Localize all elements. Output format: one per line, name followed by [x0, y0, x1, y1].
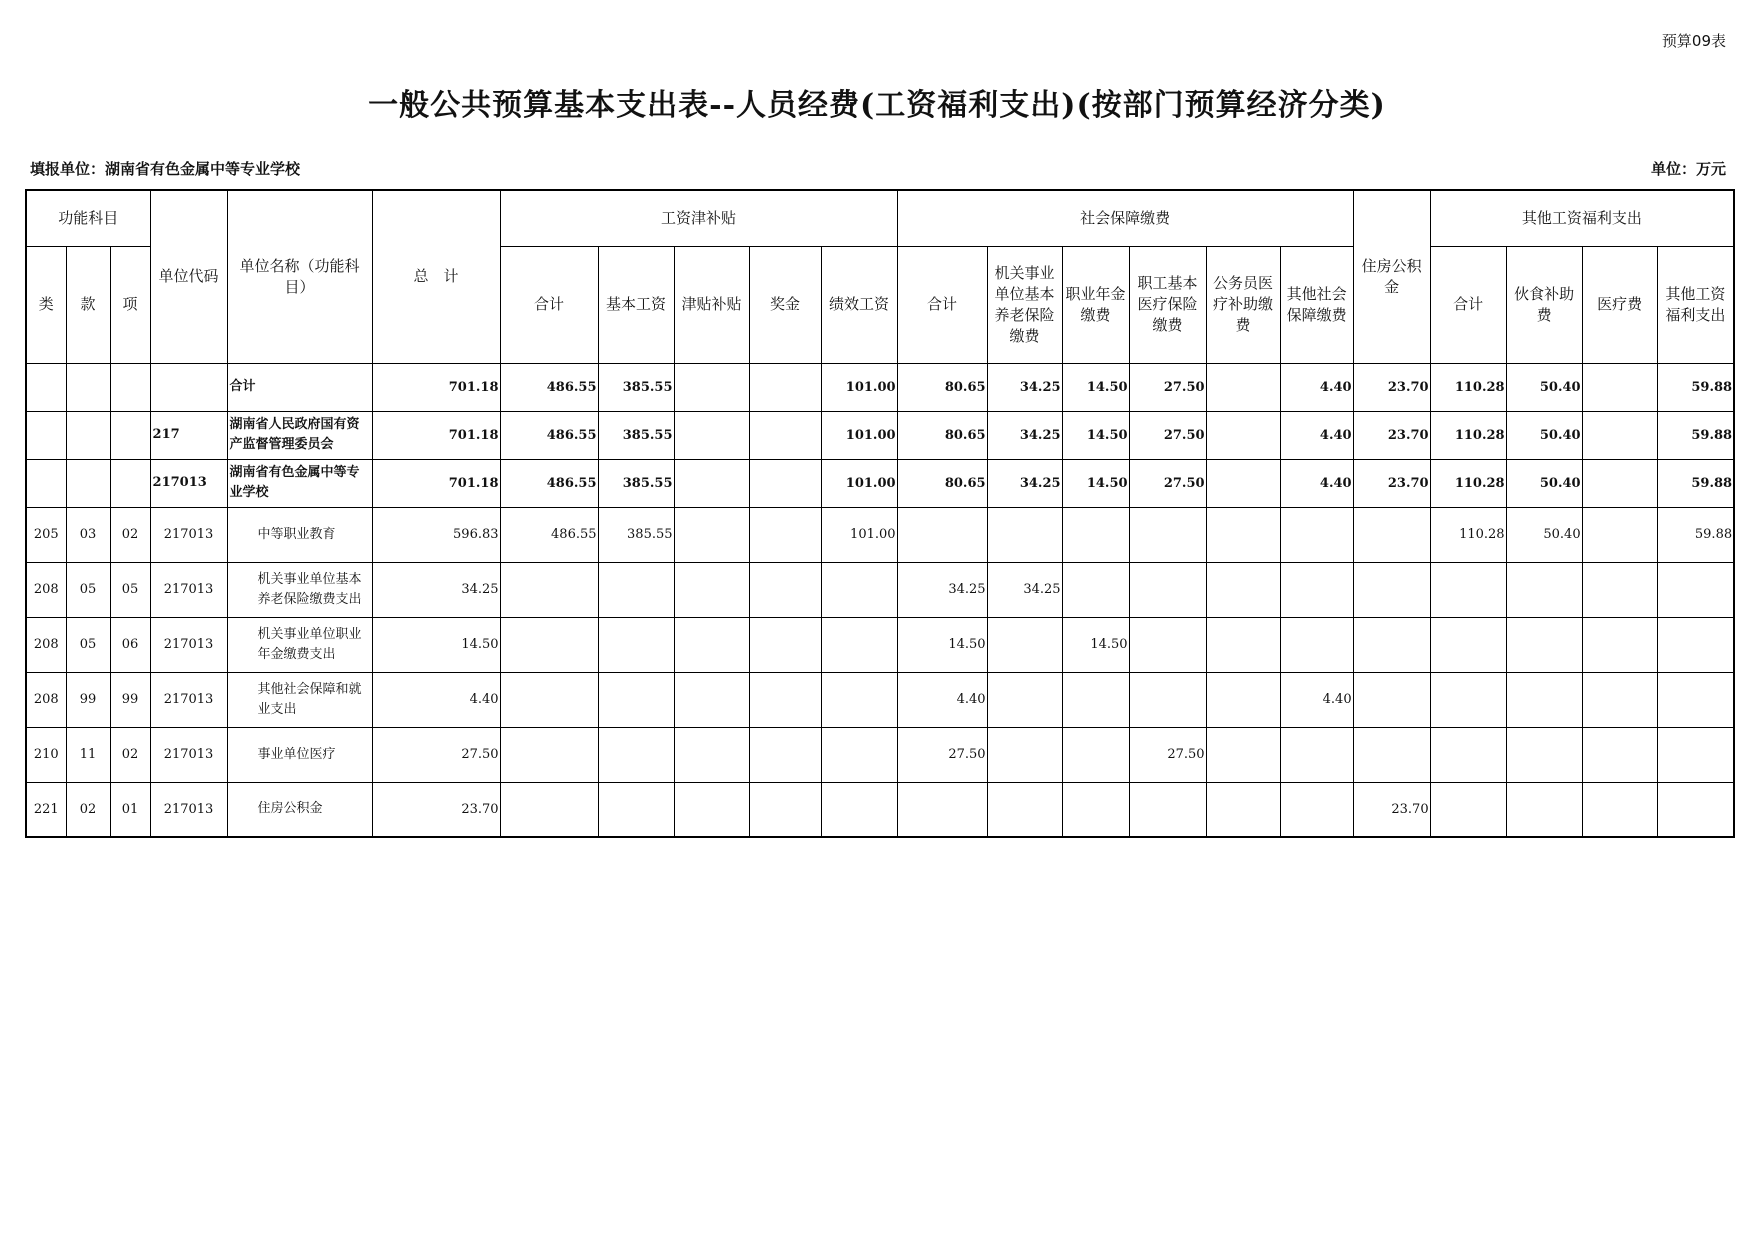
- cell-performance: [821, 562, 897, 617]
- cell-meal: 50.40: [1506, 459, 1582, 507]
- cell-other-total: [1430, 782, 1506, 837]
- cell-medical-fee: [1582, 459, 1657, 507]
- cell-name: 事业单位医疗: [227, 727, 372, 782]
- cell-annuity: 14.50: [1062, 363, 1129, 411]
- cell-allowance: [674, 562, 749, 617]
- cell-lei: 208: [26, 562, 66, 617]
- cell-medical: 27.50: [1129, 363, 1206, 411]
- cell-other-social: 4.40: [1280, 459, 1353, 507]
- header-medical: 职工基本医疗保险缴费: [1129, 246, 1206, 363]
- cell-xiang: 02: [110, 727, 150, 782]
- cell-other-welfare: [1657, 782, 1734, 837]
- cell-social-total: 34.25: [897, 562, 987, 617]
- cell-bonus: [749, 363, 821, 411]
- cell-other-welfare: [1657, 727, 1734, 782]
- cell-performance: 101.00: [821, 363, 897, 411]
- cell-medical-fee: [1582, 617, 1657, 672]
- cell-total: 14.50: [372, 617, 500, 672]
- header-other-welfare: 其他工资福利支出: [1657, 246, 1734, 363]
- cell-code: 217013: [150, 562, 227, 617]
- cell-performance: 101.00: [821, 459, 897, 507]
- header-func-group: 功能科目: [26, 190, 150, 246]
- cell-civil-medical: [1206, 727, 1280, 782]
- header-other-group: 其他工资福利支出: [1430, 190, 1734, 246]
- cell-wage-total: [500, 782, 598, 837]
- cell-bonus: [749, 672, 821, 727]
- summary-row: [26, 411, 1734, 459]
- cell-medical-fee: [1582, 507, 1657, 562]
- cell-code: 217013: [150, 507, 227, 562]
- cell-medical-fee: [1582, 782, 1657, 837]
- cell-code: 217: [150, 411, 227, 459]
- header-unit-name: 单位名称（功能科目）: [227, 190, 372, 363]
- cell-medical: [1129, 562, 1206, 617]
- cell-xiang: 99: [110, 672, 150, 727]
- header-lei: 类: [26, 246, 66, 363]
- cell-other-welfare: [1657, 672, 1734, 727]
- cell-basic-wage: 385.55: [598, 459, 674, 507]
- cell-basic-wage: [598, 727, 674, 782]
- cell-performance: [821, 727, 897, 782]
- cell-allowance: [674, 727, 749, 782]
- header-other-social: 其他社会保障缴费: [1280, 246, 1353, 363]
- cell-basic-wage: [598, 672, 674, 727]
- cell-kuan: 05: [66, 617, 110, 672]
- cell-civil-medical: [1206, 411, 1280, 459]
- cell-xiang: [110, 411, 150, 459]
- header-wage-group: 工资津补贴: [500, 190, 897, 246]
- cell-allowance: [674, 459, 749, 507]
- cell-bonus: [749, 562, 821, 617]
- cell-name: 合计: [227, 363, 372, 411]
- header-pension: 机关事业单位基本养老保险缴费: [987, 246, 1062, 363]
- cell-total: 34.25: [372, 562, 500, 617]
- cell-code: [150, 363, 227, 411]
- cell-code: 217013: [150, 782, 227, 837]
- cell-basic-wage: [598, 617, 674, 672]
- cell-other-social: [1280, 727, 1353, 782]
- cell-annuity: 14.50: [1062, 617, 1129, 672]
- cell-other-welfare: 59.88: [1657, 363, 1734, 411]
- cell-other-social: 4.40: [1280, 672, 1353, 727]
- cell-performance: 101.00: [821, 507, 897, 562]
- cell-social-total: 14.50: [897, 617, 987, 672]
- cell-civil-medical: [1206, 562, 1280, 617]
- cell-bonus: [749, 459, 821, 507]
- cell-bonus: [749, 411, 821, 459]
- cell-housing-fund: [1353, 562, 1430, 617]
- cell-meal: 50.40: [1506, 363, 1582, 411]
- form-number: 预算09表: [1661, 32, 1726, 50]
- cell-code: 217013: [150, 459, 227, 507]
- cell-xiang: 05: [110, 562, 150, 617]
- header-kuan: 款: [66, 246, 110, 363]
- cell-housing-fund: 23.70: [1353, 782, 1430, 837]
- cell-medical-fee: [1582, 672, 1657, 727]
- cell-social-total: 4.40: [897, 672, 987, 727]
- cell-other-welfare: 59.88: [1657, 507, 1734, 562]
- cell-kuan: 02: [66, 782, 110, 837]
- cell-annuity: [1062, 782, 1129, 837]
- cell-wage-total: 486.55: [500, 363, 598, 411]
- cell-other-welfare: 59.88: [1657, 411, 1734, 459]
- header-unit-code: 单位代码: [150, 190, 227, 363]
- cell-social-total: 80.65: [897, 459, 987, 507]
- cell-medical-fee: [1582, 411, 1657, 459]
- cell-other-social: 4.40: [1280, 363, 1353, 411]
- cell-performance: [821, 672, 897, 727]
- cell-pension: [987, 507, 1062, 562]
- cell-housing-fund: [1353, 672, 1430, 727]
- summary-row: [26, 459, 1734, 507]
- cell-bonus: [749, 727, 821, 782]
- cell-wage-total: 486.55: [500, 507, 598, 562]
- cell-annuity: 14.50: [1062, 459, 1129, 507]
- cell-xiang: [110, 363, 150, 411]
- cell-xiang: 06: [110, 617, 150, 672]
- cell-total: 701.18: [372, 459, 500, 507]
- cell-total: 27.50: [372, 727, 500, 782]
- header-social-total: 合计: [897, 246, 987, 363]
- cell-other-social: [1280, 507, 1353, 562]
- cell-performance: [821, 617, 897, 672]
- cell-pension: 34.25: [987, 411, 1062, 459]
- cell-lei: 210: [26, 727, 66, 782]
- cell-name: 湖南省人民政府国有资产监督管理委员会: [227, 411, 372, 459]
- cell-bonus: [749, 782, 821, 837]
- cell-other-total: 110.28: [1430, 459, 1506, 507]
- cell-annuity: [1062, 727, 1129, 782]
- header-total: 总 计: [372, 190, 500, 363]
- cell-name: 其他社会保障和就业支出: [227, 672, 372, 727]
- header-xiang: 项: [110, 246, 150, 363]
- cell-pension: [987, 617, 1062, 672]
- cell-other-social: 4.40: [1280, 411, 1353, 459]
- cell-pension: [987, 672, 1062, 727]
- page-title: 一般公共预算基本支出表--人员经费(工资福利支出)(按部门预算经济分类): [368, 88, 1386, 123]
- cell-civil-medical: [1206, 617, 1280, 672]
- cell-pension: 34.25: [987, 363, 1062, 411]
- cell-medical: [1129, 507, 1206, 562]
- cell-performance: 101.00: [821, 411, 897, 459]
- filler-unit: 填报单位：湖南省有色金属中等专业学校: [30, 160, 301, 178]
- cell-civil-medical: [1206, 363, 1280, 411]
- cell-medical-fee: [1582, 363, 1657, 411]
- cell-medical: [1129, 782, 1206, 837]
- cell-allowance: [674, 617, 749, 672]
- cell-total: 701.18: [372, 363, 500, 411]
- cell-pension: 34.25: [987, 459, 1062, 507]
- cell-name: 机关事业单位职业年金缴费支出: [227, 617, 372, 672]
- cell-medical: 27.50: [1129, 459, 1206, 507]
- cell-civil-medical: [1206, 782, 1280, 837]
- cell-civil-medical: [1206, 672, 1280, 727]
- cell-lei: 205: [26, 507, 66, 562]
- table-row: [26, 672, 1734, 727]
- cell-housing-fund: [1353, 617, 1430, 672]
- cell-name: 住房公积金: [227, 782, 372, 837]
- cell-basic-wage: [598, 782, 674, 837]
- cell-social-total: [897, 507, 987, 562]
- header-civil-medical: 公务员医疗补助缴费: [1206, 246, 1280, 363]
- cell-allowance: [674, 672, 749, 727]
- header-allowance: 津贴补贴: [674, 246, 749, 363]
- cell-basic-wage: 385.55: [598, 411, 674, 459]
- cell-meal: [1506, 562, 1582, 617]
- cell-other-total: [1430, 562, 1506, 617]
- table-row: [26, 507, 1734, 562]
- cell-other-welfare: [1657, 617, 1734, 672]
- cell-meal: 50.40: [1506, 507, 1582, 562]
- header-medical-fee: 医疗费: [1582, 246, 1657, 363]
- cell-medical: 27.50: [1129, 727, 1206, 782]
- cell-social-total: 80.65: [897, 363, 987, 411]
- cell-housing-fund: [1353, 507, 1430, 562]
- cell-meal: [1506, 782, 1582, 837]
- cell-lei: [26, 459, 66, 507]
- cell-housing-fund: [1353, 727, 1430, 782]
- cell-xiang: [110, 459, 150, 507]
- cell-lei: [26, 363, 66, 411]
- cell-total: 23.70: [372, 782, 500, 837]
- cell-other-social: [1280, 782, 1353, 837]
- cell-other-total: [1430, 672, 1506, 727]
- table-row: [26, 782, 1734, 837]
- cell-wage-total: [500, 727, 598, 782]
- cell-code: 217013: [150, 727, 227, 782]
- cell-wage-total: [500, 562, 598, 617]
- cell-lei: 208: [26, 617, 66, 672]
- header-social-group: 社会保障缴费: [897, 190, 1353, 246]
- cell-wage-total: [500, 617, 598, 672]
- cell-total: 701.18: [372, 411, 500, 459]
- cell-lei: [26, 411, 66, 459]
- cell-kuan: 11: [66, 727, 110, 782]
- cell-housing-fund: 23.70: [1353, 411, 1430, 459]
- header-basic-wage: 基本工资: [598, 246, 674, 363]
- cell-annuity: 14.50: [1062, 411, 1129, 459]
- cell-bonus: [749, 507, 821, 562]
- cell-other-social: [1280, 617, 1353, 672]
- cell-other-social: [1280, 562, 1353, 617]
- cell-basic-wage: [598, 562, 674, 617]
- cell-total: 596.83: [372, 507, 500, 562]
- header-bonus: 奖金: [749, 246, 821, 363]
- cell-kuan: 05: [66, 562, 110, 617]
- cell-housing-fund: 23.70: [1353, 363, 1430, 411]
- cell-allowance: [674, 782, 749, 837]
- header-housing-fund: 住房公积金: [1353, 190, 1430, 363]
- cell-lei: 208: [26, 672, 66, 727]
- cell-code: 217013: [150, 672, 227, 727]
- cell-bonus: [749, 617, 821, 672]
- cell-wage-total: [500, 672, 598, 727]
- cell-annuity: [1062, 507, 1129, 562]
- cell-xiang: 02: [110, 507, 150, 562]
- cell-kuan: [66, 363, 110, 411]
- cell-other-total: 110.28: [1430, 363, 1506, 411]
- budget-table: [25, 189, 1735, 838]
- cell-meal: [1506, 617, 1582, 672]
- cell-other-welfare: 59.88: [1657, 459, 1734, 507]
- cell-name: 中等职业教育: [227, 507, 372, 562]
- cell-housing-fund: 23.70: [1353, 459, 1430, 507]
- cell-social-total: [897, 782, 987, 837]
- cell-annuity: [1062, 672, 1129, 727]
- cell-pension: 34.25: [987, 562, 1062, 617]
- header-other-total: 合计: [1430, 246, 1506, 363]
- cell-pension: [987, 782, 1062, 837]
- cell-social-total: 27.50: [897, 727, 987, 782]
- cell-other-total: 110.28: [1430, 507, 1506, 562]
- header-performance: 绩效工资: [821, 246, 897, 363]
- summary-row: [26, 363, 1734, 411]
- cell-wage-total: 486.55: [500, 459, 598, 507]
- cell-annuity: [1062, 562, 1129, 617]
- cell-meal: 50.40: [1506, 411, 1582, 459]
- cell-social-total: 80.65: [897, 411, 987, 459]
- cell-code: 217013: [150, 617, 227, 672]
- cell-name: 机关事业单位基本养老保险缴费支出: [227, 562, 372, 617]
- header-annuity: 职业年金缴费: [1062, 246, 1129, 363]
- cell-performance: [821, 782, 897, 837]
- cell-civil-medical: [1206, 459, 1280, 507]
- cell-other-total: [1430, 727, 1506, 782]
- cell-basic-wage: 385.55: [598, 363, 674, 411]
- cell-kuan: 99: [66, 672, 110, 727]
- cell-medical-fee: [1582, 562, 1657, 617]
- header-row-1: [26, 190, 1734, 246]
- cell-allowance: [674, 363, 749, 411]
- header-wage-total: 合计: [500, 246, 598, 363]
- cell-total: 4.40: [372, 672, 500, 727]
- currency-unit: 单位：万元: [1650, 160, 1726, 178]
- cell-medical-fee: [1582, 727, 1657, 782]
- cell-kuan: [66, 411, 110, 459]
- cell-allowance: [674, 507, 749, 562]
- cell-meal: [1506, 727, 1582, 782]
- table-row: [26, 727, 1734, 782]
- table-row: [26, 617, 1734, 672]
- cell-meal: [1506, 672, 1582, 727]
- cell-medical: [1129, 672, 1206, 727]
- table-row: [26, 562, 1734, 617]
- cell-lei: 221: [26, 782, 66, 837]
- cell-name: 湖南省有色金属中等专业学校: [227, 459, 372, 507]
- cell-other-total: 110.28: [1430, 411, 1506, 459]
- header-meal: 伙食补助费: [1506, 246, 1582, 363]
- cell-kuan: [66, 459, 110, 507]
- cell-wage-total: 486.55: [500, 411, 598, 459]
- cell-xiang: 01: [110, 782, 150, 837]
- cell-medical: 27.50: [1129, 411, 1206, 459]
- cell-civil-medical: [1206, 507, 1280, 562]
- cell-other-welfare: [1657, 562, 1734, 617]
- cell-allowance: [674, 411, 749, 459]
- cell-kuan: 03: [66, 507, 110, 562]
- cell-pension: [987, 727, 1062, 782]
- cell-basic-wage: 385.55: [598, 507, 674, 562]
- cell-other-total: [1430, 617, 1506, 672]
- cell-medical: [1129, 617, 1206, 672]
